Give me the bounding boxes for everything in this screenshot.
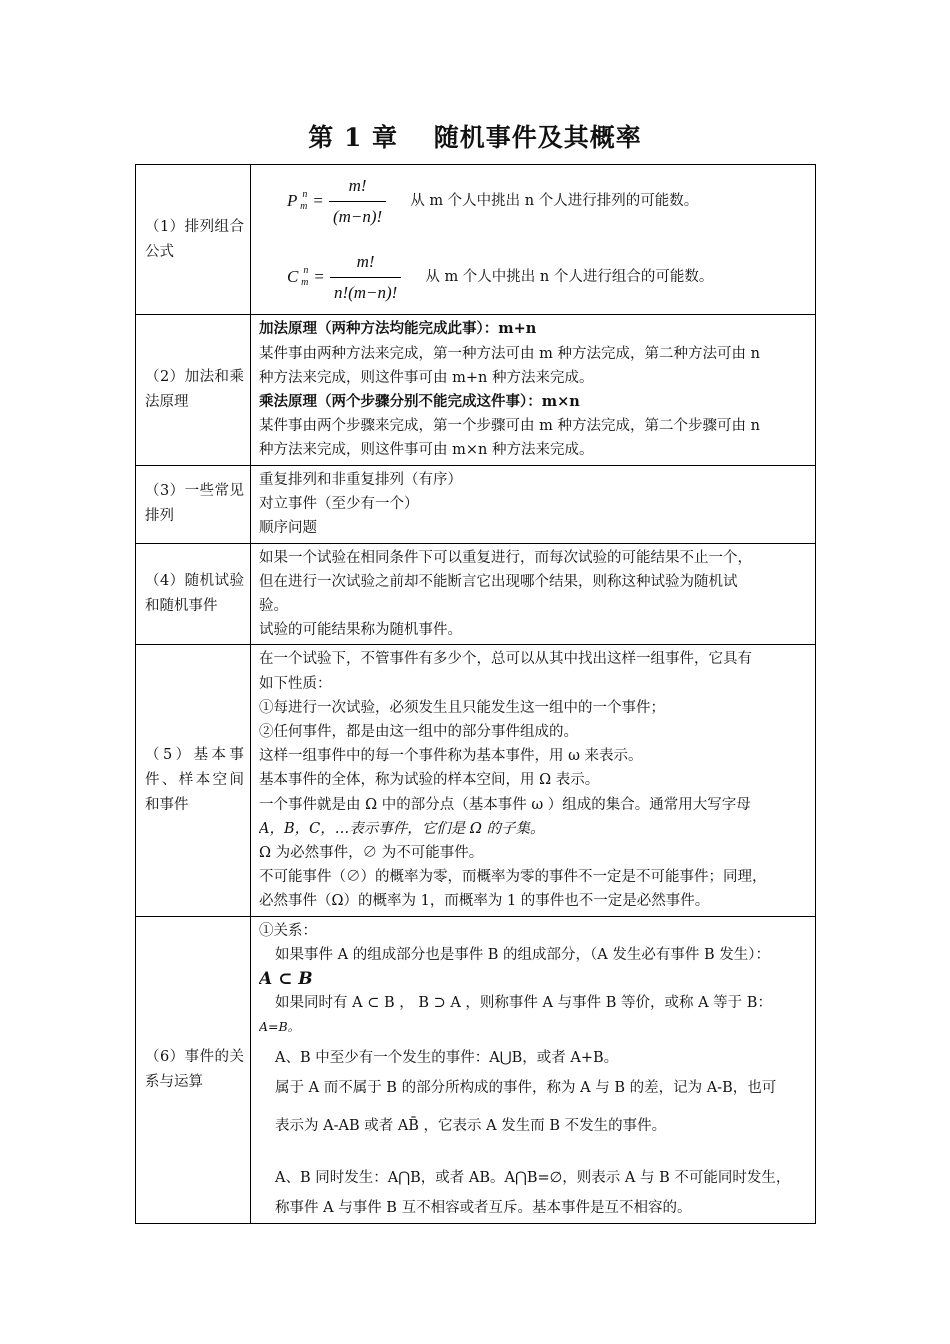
formula-description: 从 m 个人中挑出 n 个人进行排列的可能数。 [410,193,699,210]
content-line: 如下性质： [259,675,332,692]
row-label: （3）一些常见排列 [136,466,251,544]
table-row [136,165,816,315]
content-line: ①每进行一次试验，必须发生且只能发生这一组中的一个事件； [259,699,665,716]
row-content [251,916,816,1223]
content-line: 必然事件（Ω）的概率为 1，而概率为 1 的事件也不一定是必然事件。 [259,893,710,910]
content-line: 种方法来完成，则这件事可由 m×n 种方法来完成。 [259,442,594,459]
table-row [136,645,816,916]
summary-table [135,164,816,1224]
content-line: 如果一个试验在相同条件下可以重复进行，而每次试验的可能结果不止一个， [259,549,752,566]
row-content [251,315,816,466]
permutation-formula: P n m = $\frac{m!}{(m-n)!}$ [287,174,386,229]
content-line: ①关系： [259,922,317,939]
content-line: 不可能事件（∅）的概率为零，而概率为零的事件不一定是不可能事件；同理， [259,869,767,886]
formula-description: 从 m 个人中挑出 n 个人进行组合的可能数。 [425,269,714,286]
content-line: 加法原理（两种方法均能完成此事）：m+n [259,320,537,338]
content-line: 对立事件（至少有一个） [259,496,419,513]
content-line: 乘法原理（两个步骤分别不能完成这件事）：m×n [259,393,580,410]
content-line: 但在进行一次试验之前却不能断言它出现哪个结果，则称这种试验为随机试 [259,573,738,590]
content-line: 某件事由两个步骤来完成，第一个步骤可由 m 种方法完成，第二个步骤可由 n [259,418,760,435]
content-line: Ω 为必然事件，∅ 为不可能事件。 [259,845,484,862]
content-line: ②任何事件，都是由这一组中的部分事件组成的。 [259,724,578,741]
content-line: A、B 同时发生：A⋂B，或者 AB。A⋂B=∅，则表示 A 与 B 不可能同时发生， [275,1170,791,1187]
content-line: 试验的可能结果称为随机事件。 [259,622,462,639]
content-line: 重复排列和非重复排列（有序） [259,472,462,488]
row-label: （5）基本事件、样本空间和事件 [136,645,251,916]
table-row [136,315,816,466]
row-label: （1）排列组合公式 [136,165,251,315]
content-line: 一个事件就是由 Ω 中的部分点（基本事件 ω ）组成的集合。通常用大写字母 [259,796,751,813]
content-line: 称事件 A 与事件 B 互不相容或者互斥。基本事件是互不相容的。 [275,1200,692,1217]
row-content [251,466,816,544]
content-line: 验。 [259,598,288,615]
table-row [136,466,816,544]
content-line: 顺序问题 [259,520,317,537]
formula-row [259,170,809,234]
table-row [136,543,816,645]
row-content [251,165,816,315]
combination-formula: C n m = $\frac{m!}{n!(m-n)!}$ [287,250,401,305]
content-line: 某件事由两种方法来完成，第一种方法可由 m 种方法完成，第二种方法可由 n [259,345,760,362]
page-title: 第 1 章 随机事件及其概率 [308,123,642,152]
content-line: A ⊂ B [259,969,313,990]
content-line: 如果事件 A 的组成部分也是事件 B 的组成部分，（A 发生必有事件 B 发生）： [275,946,771,963]
row-label: （6）事件的关系与运算 [136,916,251,1223]
table-row [136,916,816,1223]
content-line: 属于 A 而不属于 B 的部分所构成的事件，称为 A 与 B 的差，记为 A-B，也可 [275,1079,777,1096]
formula-row [259,246,809,310]
row-label: （4）随机试验和随机事件 [136,543,251,645]
content-line: 种方法来完成，则这件事可由 m+n 种方法来完成。 [259,369,594,386]
row-label: （2）加法和乘法原理 [136,315,251,466]
content-line: 表示为 A-AB 或者 AB̄ ，它表示 A 发生而 B 不发生的事件。 [275,1118,667,1135]
row-content [251,543,816,645]
content-line: 这样一组事件中的每一个事件称为基本事件，用 ω 来表示。 [259,748,643,765]
content-line: A=B。 [259,1019,301,1035]
row-content [251,645,816,916]
content-line: 如果同时有 A ⊂ B ， B ⊃ A ，则称事件 A 与事件 B 等价，或称 A 等于 B： [275,995,772,1012]
content-line: 基本事件的全体，称为试验的样本空间，用 Ω 表示。 [259,772,600,789]
content-line: A、B 中至少有一个发生的事件：A⋃B，或者 A+B。 [275,1049,619,1066]
content-line: A，B，C，…表示事件，它们是 Ω 的子集。 [259,820,545,837]
content-line: 在一个试验下，不管事件有多少个，总可以从其中找出这样一组事件，它具有 [259,651,752,668]
